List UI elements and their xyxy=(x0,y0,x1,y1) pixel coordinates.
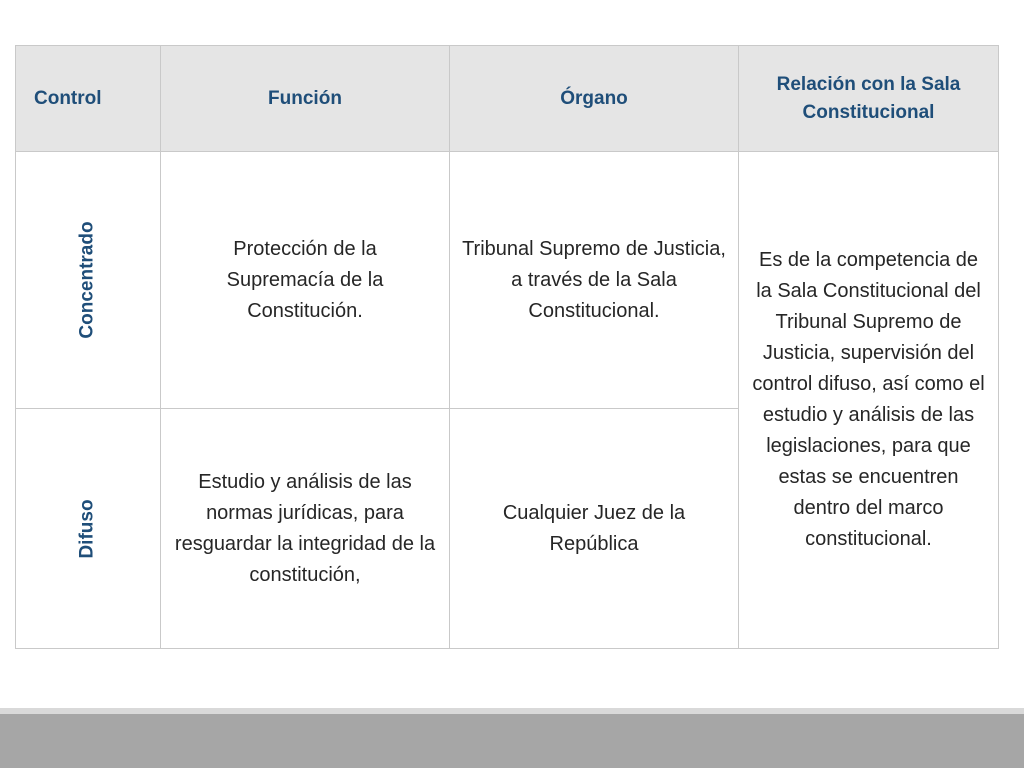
header-funcion-label: Función xyxy=(268,87,342,109)
row-difuso-organo xyxy=(450,409,739,648)
footer-bar xyxy=(0,714,1024,768)
row-difuso-funcion-text: Estudio y análisis de las normas jurídicas, para resguardar la integridad de la constitución, xyxy=(174,470,436,586)
header-relacion-label: Relación con la Sala Constitucional xyxy=(776,73,961,123)
row-difuso-funcion xyxy=(161,409,450,648)
row-concentrado-control xyxy=(16,152,161,409)
row-concentrado-organo-text: Tribunal Supremo de Justicia, a través de la Sala Constitucional. xyxy=(462,237,726,322)
header-relacion xyxy=(739,46,998,152)
row-concentrado-label: Concentrado xyxy=(77,221,98,339)
row-difuso-organo-text: Cualquier Juez de la República xyxy=(502,501,686,555)
header-organo-label: Órgano xyxy=(560,87,628,109)
header-funcion xyxy=(161,46,450,152)
row-difuso-label: Difuso xyxy=(76,498,98,559)
header-control-label: Control xyxy=(34,87,102,109)
row-concentrado-funcion xyxy=(161,152,450,409)
row-concentrado-funcion-text: Protección de la Supremacía de la Constitución. xyxy=(226,237,384,322)
row-concentrado-organo xyxy=(450,152,739,409)
row-difuso-control xyxy=(16,409,161,648)
relacion-merged-cell xyxy=(739,152,998,648)
header-organo xyxy=(450,46,739,152)
header-control xyxy=(16,46,161,152)
comparison-table xyxy=(15,45,999,649)
relacion-text: Es de la competencia de la Sala Constitucional del Tribunal Supremo de Justicia, supervisión del control difuso, así como el estudio y análisis de las legislaciones, para que estas se encuentren dentro del marco constitucional. xyxy=(752,249,985,550)
